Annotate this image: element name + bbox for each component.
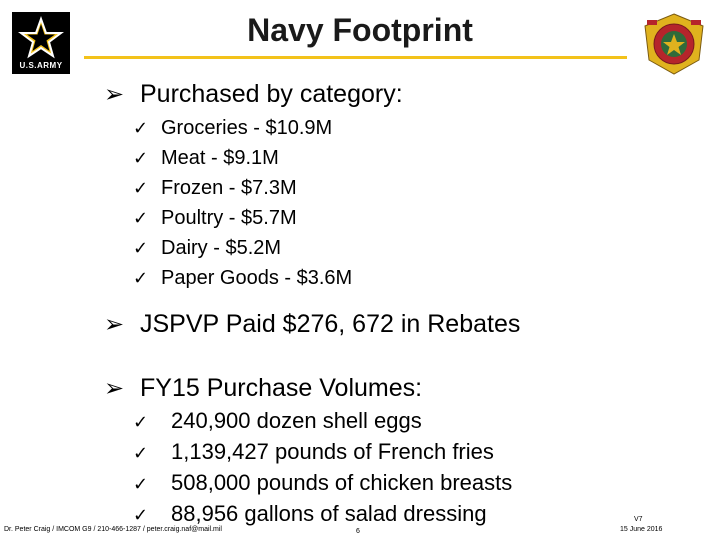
arrow-bullet-icon: ➢ <box>104 81 125 108</box>
list-item-text: Poultry - $5.7M <box>161 207 297 229</box>
list-item-text: Meat - $9.1M <box>161 147 279 169</box>
list-item-text: 1,139,427 pounds of French fries <box>171 439 494 464</box>
list-item <box>133 143 352 173</box>
checkmark-icon: ✓ <box>133 148 149 168</box>
slide-title: Navy Footprint <box>247 12 473 48</box>
list-item <box>133 406 512 437</box>
footer-version: V7 <box>634 516 643 523</box>
checkmark-icon: ✓ <box>133 505 149 525</box>
footer-date: 15 June 2016 <box>620 526 663 533</box>
checkmark-icon: ✓ <box>133 443 149 463</box>
checkmark-icon: ✓ <box>133 412 149 432</box>
list-item <box>133 263 352 293</box>
list-item <box>133 113 352 143</box>
army-logo-text: U.S.ARMY <box>19 61 63 70</box>
rebates-text: JSPVP Paid $276, 672 in Rebates <box>140 310 521 338</box>
volumes-list <box>133 406 512 530</box>
list-item-text: Groceries - $10.9M <box>161 117 333 139</box>
checkmark-icon: ✓ <box>133 178 149 198</box>
bullet-rebates <box>104 310 520 339</box>
purchased-heading: Purchased by category: <box>140 80 403 108</box>
checkmark-icon: ✓ <box>133 208 149 228</box>
list-item <box>133 437 512 468</box>
list-item <box>133 233 352 263</box>
list-item <box>133 203 352 233</box>
list-item-text: 508,000 pounds of chicken breasts <box>171 470 513 495</box>
list-item-text: 240,900 dozen shell eggs <box>171 408 422 433</box>
list-item-text: Dairy - $5.2M <box>161 237 282 259</box>
checkmark-icon: ✓ <box>133 474 149 494</box>
command-emblem-icon <box>643 12 705 76</box>
footer-author: Dr. Peter Craig / IMCOM G9 / 210-466-1287 / peter.craig.naf@mail.mil <box>4 526 222 533</box>
list-item-text: Frozen - $7.3M <box>161 177 297 199</box>
checkmark-icon: ✓ <box>133 238 149 258</box>
checkmark-icon: ✓ <box>133 118 149 138</box>
checkmark-icon: ✓ <box>133 268 149 288</box>
arrow-bullet-icon: ➢ <box>104 375 125 402</box>
bullet-purchased <box>104 80 403 109</box>
list-item-text: 88,956 gallons of salad dressing <box>171 501 487 526</box>
purchased-list <box>133 113 352 293</box>
bullet-volumes <box>104 374 422 403</box>
header-rule <box>84 56 627 59</box>
list-item-text: Paper Goods - $3.6M <box>161 267 353 289</box>
list-item <box>133 468 512 499</box>
arrow-bullet-icon: ➢ <box>104 311 125 338</box>
footer-page-number: 6 <box>356 528 360 535</box>
volumes-heading: FY15 Purchase Volumes: <box>140 374 423 402</box>
list-item <box>133 173 352 203</box>
